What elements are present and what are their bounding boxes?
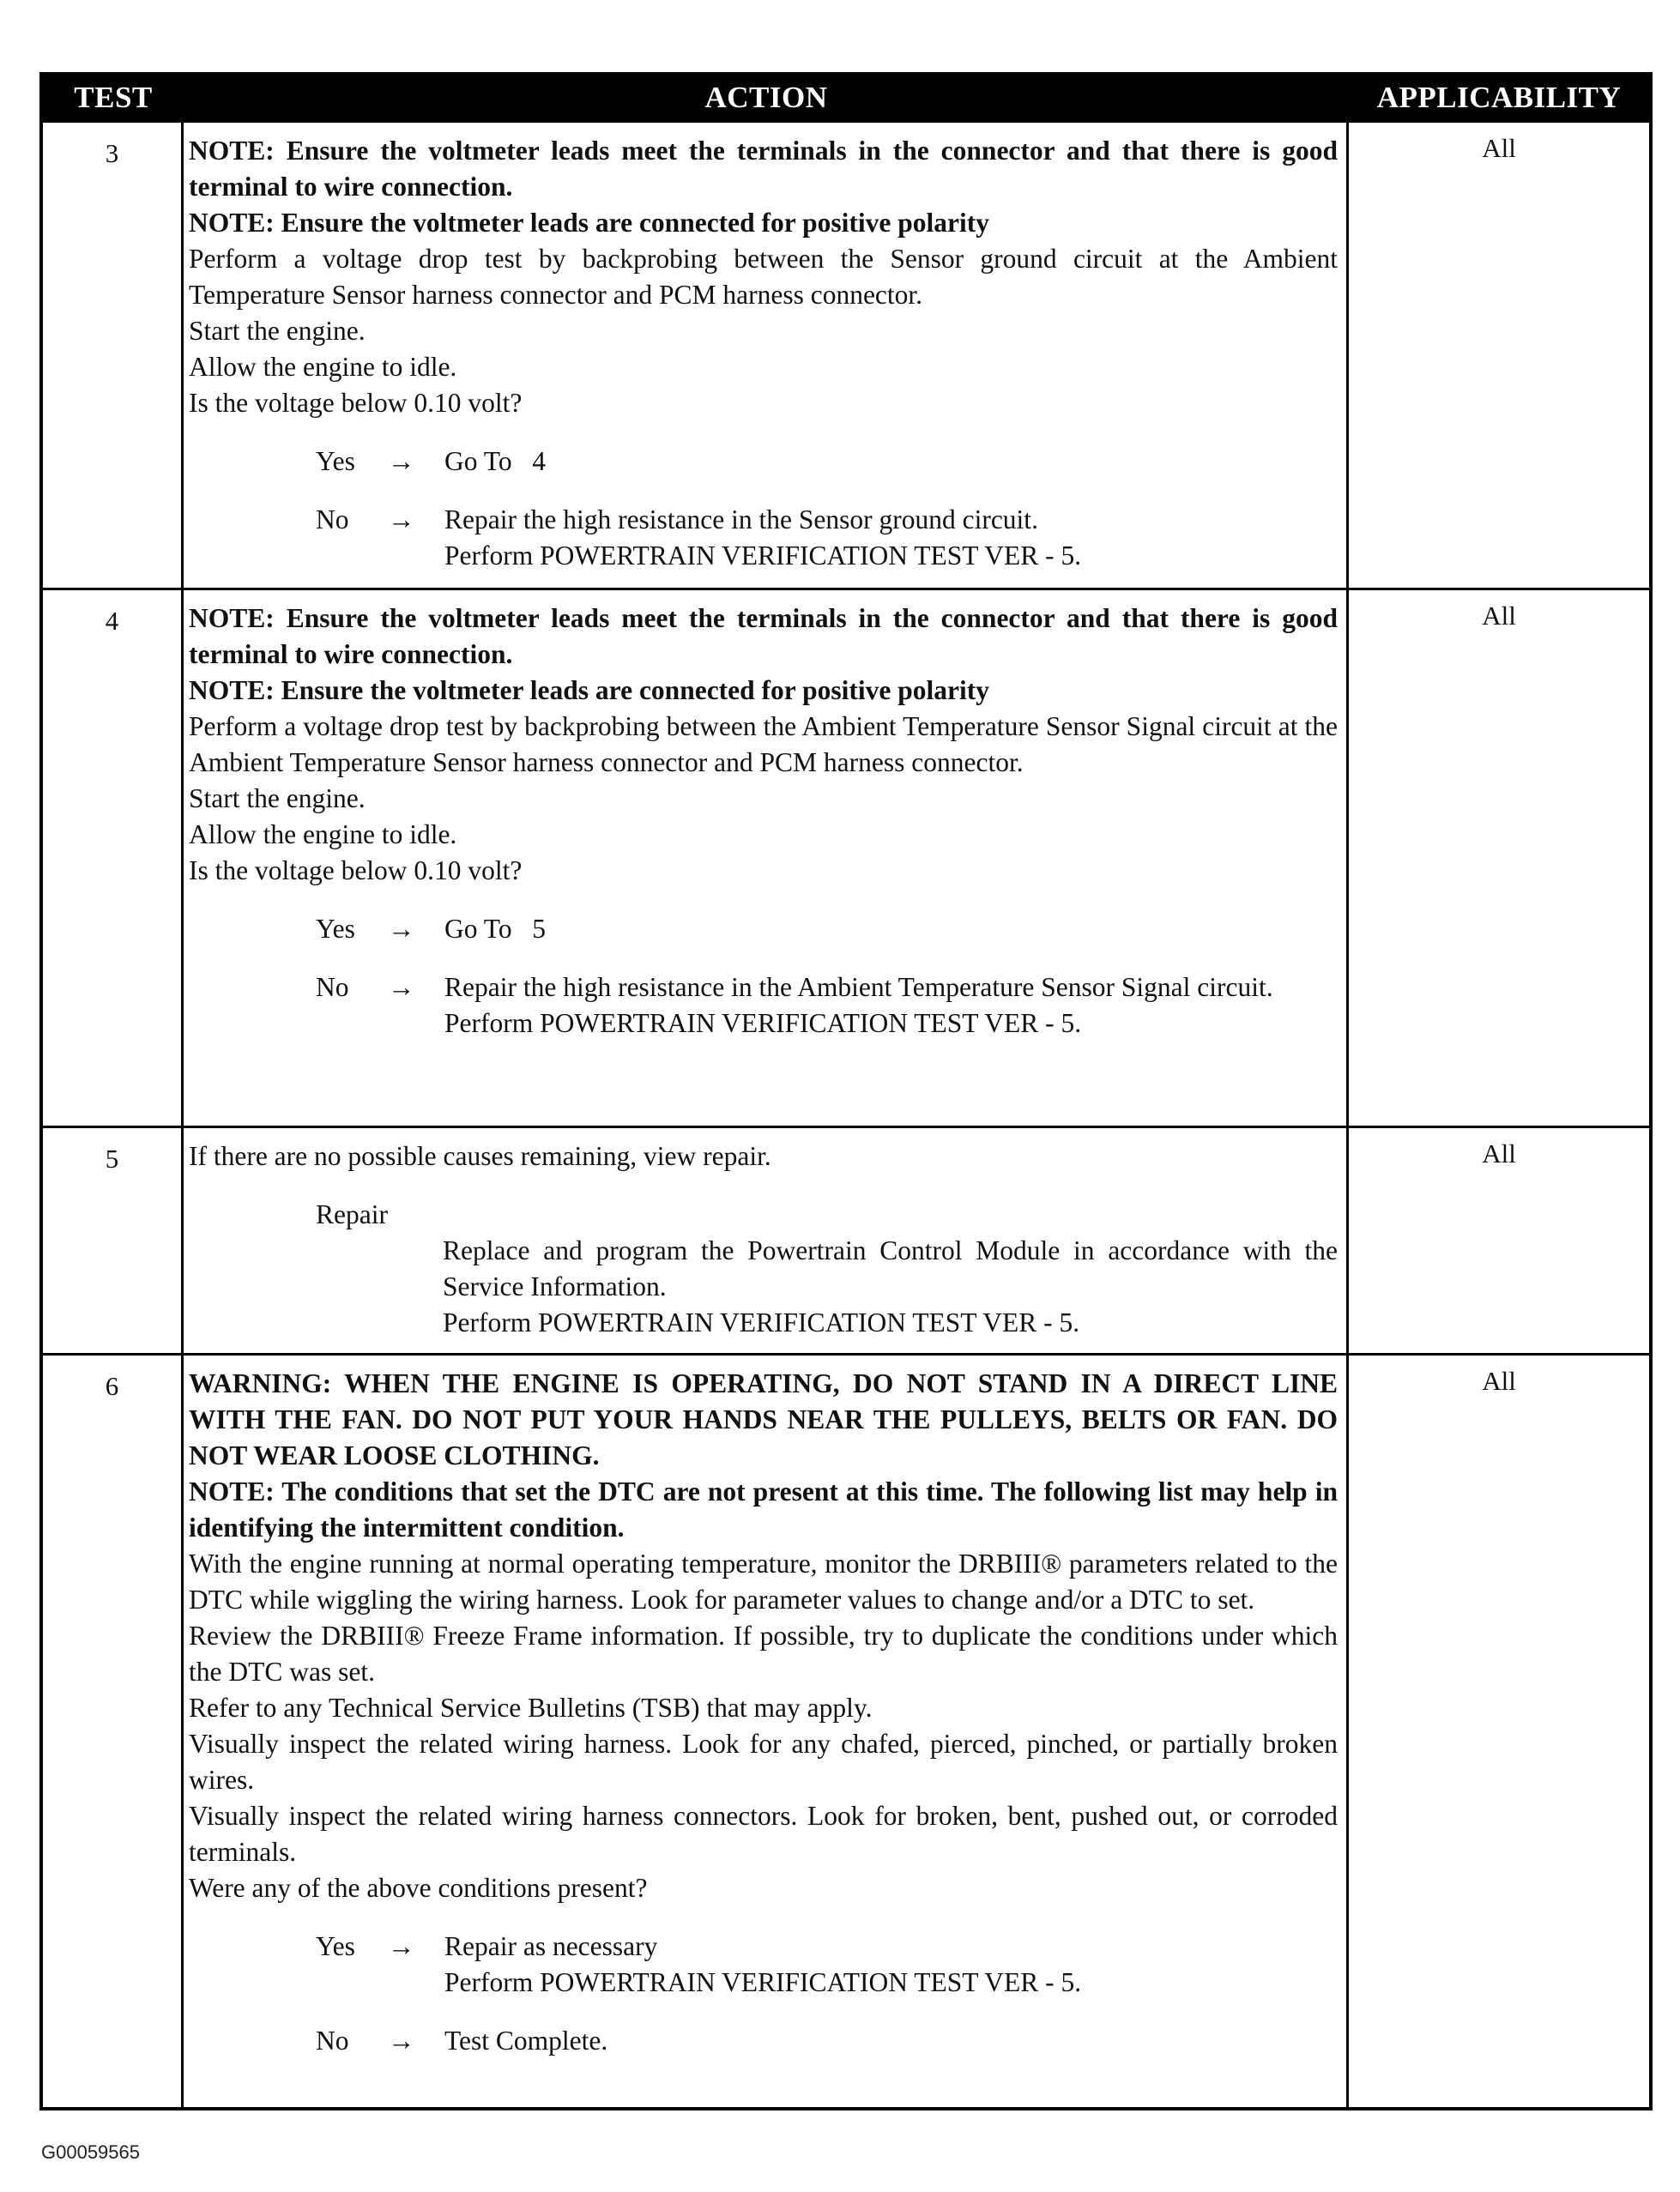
instruction-text: Review the DRBIII® Freeze Frame information. If possible, try to duplicate the conditions under which the DTC was set. bbox=[189, 1621, 1338, 1687]
note-text: NOTE: The conditions that set the DTC are not present at this time. The following list may help in identifying the intermittent condition. bbox=[189, 1476, 1338, 1543]
no-result: Test Complete. bbox=[444, 2026, 608, 2056]
instruction-text: Allow the engine to idle. bbox=[189, 819, 457, 849]
figure-id: G00059565 bbox=[41, 2141, 140, 2163]
arrow-icon: → bbox=[388, 446, 415, 476]
no-answer bbox=[189, 502, 1338, 574]
question-text: Is the voltage below 0.10 volt? bbox=[189, 855, 523, 885]
action-cell bbox=[184, 1128, 1349, 1353]
yes-result: Go To 5 bbox=[444, 914, 546, 944]
applicability-cell: All bbox=[1482, 601, 1516, 631]
arrow-icon: → bbox=[388, 914, 415, 944]
applicability-cell: All bbox=[1482, 1366, 1516, 1396]
instruction-text: If there are no possible causes remaining, view repair. bbox=[189, 1141, 771, 1171]
no-answer bbox=[189, 2023, 1338, 2059]
test-number: 6 bbox=[43, 1356, 184, 2107]
table-row bbox=[43, 1353, 1649, 2107]
diagnostic-test-table bbox=[39, 72, 1653, 2110]
test-number: 3 bbox=[43, 123, 184, 588]
yes-result: Repair as necessary bbox=[444, 1931, 658, 1961]
yes-answer bbox=[189, 1929, 1338, 2001]
arrow-icon: → bbox=[388, 1931, 415, 1961]
instruction-text: Perform a voltage drop test by backprobing between the Ambient Temperature Sensor Signal circuit at the Ambient Temperature Sensor harness connector and PCM harness connector. bbox=[189, 711, 1338, 777]
action-cell bbox=[184, 1356, 1349, 2107]
header-applicability: APPLICABILITY bbox=[1376, 81, 1622, 114]
instruction-text: Allow the engine to idle. bbox=[189, 352, 457, 382]
repair-answer bbox=[189, 1197, 1338, 1341]
applicability-cell: All bbox=[1482, 133, 1516, 163]
instruction-text: Perform a voltage drop test by backprobing between the Sensor ground circuit at the Ambient Temperature Sensor harness connector and PCM harness connector. bbox=[189, 244, 1338, 310]
yes-result: Go To 4 bbox=[444, 446, 546, 476]
yes-label: Yes bbox=[316, 446, 355, 476]
table-row bbox=[43, 120, 1649, 588]
no-label: No bbox=[316, 972, 349, 1002]
table-row bbox=[43, 1126, 1649, 1353]
question-text: Is the voltage below 0.10 volt? bbox=[189, 388, 523, 418]
applicability-cell: All bbox=[1482, 1138, 1516, 1168]
verification-text: Perform POWERTRAIN VERIFICATION TEST VER - 5. bbox=[443, 1307, 1080, 1338]
instruction-text: Start the engine. bbox=[189, 316, 366, 346]
warning-text: WARNING: WHEN THE ENGINE IS OPERATING, DO NOT STAND IN A DIRECT LINE WITH THE FAN. DO NOT PUT YOUR HANDS NEAR THE PULLEYS, BELTS OR FAN. DO NOT WEAR LOOSE CLOTHING. bbox=[189, 1368, 1338, 1470]
yes-answer bbox=[189, 444, 1338, 480]
yes-label: Yes bbox=[316, 1931, 355, 1961]
arrow-icon: → bbox=[388, 2026, 415, 2056]
arrow-icon: → bbox=[388, 972, 415, 1002]
no-answer bbox=[189, 969, 1338, 1042]
yes-label: Yes bbox=[316, 914, 355, 944]
table-header bbox=[43, 75, 1649, 120]
verification-text: Perform POWERTRAIN VERIFICATION TEST VER - 5. bbox=[444, 540, 1082, 571]
question-text: Were any of the above conditions present? bbox=[189, 1873, 648, 1903]
note-text: NOTE: Ensure the voltmeter leads meet the terminals in the connector and that there is good terminal to wire connection. bbox=[189, 136, 1338, 202]
verification-text: Perform POWERTRAIN VERIFICATION TEST VER - 5. bbox=[444, 1008, 1082, 1038]
note-text: NOTE: Ensure the voltmeter leads meet the terminals in the connector and that there is good terminal to wire connection. bbox=[189, 603, 1338, 669]
yes-answer bbox=[189, 911, 1338, 947]
repair-result: Replace and program the Powertrain Control Module in accordance with the Service Information. bbox=[443, 1235, 1338, 1301]
no-label: No bbox=[316, 504, 349, 534]
verification-text: Perform POWERTRAIN VERIFICATION TEST VER - 5. bbox=[444, 1967, 1082, 1997]
test-number: 5 bbox=[43, 1128, 184, 1353]
instruction-text: With the engine running at normal operating temperature, monitor the DRBIII® parameters related to the DTC while wiggling the wiring harness. Look for parameter values to change and/or a DTC to set. bbox=[189, 1549, 1338, 1615]
header-action: ACTION bbox=[704, 81, 828, 114]
action-cell bbox=[184, 123, 1349, 588]
repair-label: Repair bbox=[316, 1199, 388, 1229]
instruction-text: Visually inspect the related wiring harness connectors. Look for broken, bent, pushed out, or corroded terminals. bbox=[189, 1801, 1338, 1867]
test-number: 4 bbox=[43, 590, 184, 1126]
arrow-icon: → bbox=[388, 504, 415, 534]
note-text: NOTE: Ensure the voltmeter leads are connected for positive polarity bbox=[189, 208, 989, 238]
table-row bbox=[43, 588, 1649, 1126]
no-result: Repair the high resistance in the Ambient Temperature Sensor Signal circuit. bbox=[444, 972, 1273, 1002]
instruction-text: Start the engine. bbox=[189, 783, 366, 813]
instruction-text: Refer to any Technical Service Bulletins (TSB) that may apply. bbox=[189, 1693, 873, 1723]
no-label: No bbox=[316, 2026, 349, 2056]
instruction-text: Visually inspect the related wiring harness. Look for any chafed, pierced, pinched, or partially broken wires. bbox=[189, 1729, 1338, 1795]
no-result: Repair the high resistance in the Sensor ground circuit. bbox=[444, 504, 1038, 534]
note-text: NOTE: Ensure the voltmeter leads are connected for positive polarity bbox=[189, 675, 989, 705]
header-test: TEST bbox=[74, 81, 153, 114]
action-cell bbox=[184, 590, 1349, 1126]
